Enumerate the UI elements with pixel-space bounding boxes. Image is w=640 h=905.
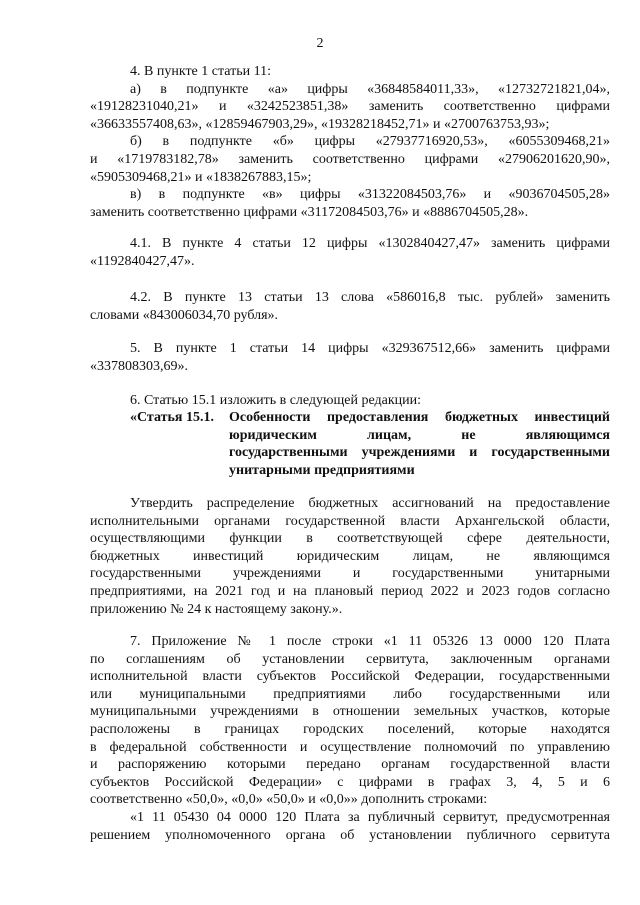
item-7-line: в федеральной собственности и осуществление полномочий по управлению: [90, 739, 610, 755]
article-body-line: предприятиями, на 2021 год и на плановый период 2022 и 2023 годов согласно: [90, 583, 610, 599]
item-4-line: а) в подпункте «а» цифры «36848584011,33», «12732721821,04»,: [130, 81, 610, 97]
item-7-line: муниципальными учреждениями в отношении земельных участков, которые: [90, 704, 610, 720]
item-4-line: б) в подпункте «б» цифры «27937716920,53», «6055309468,21»: [130, 134, 610, 150]
item-7-line: или муниципальными предприятиями либо государственными или: [90, 686, 610, 702]
item-7-line: субъектов Российской Федерации» с цифрами в графах 3, 4, 5 и 6: [90, 774, 610, 790]
item-7-line: по соглашениям об установлении сервитута, заключенным органами: [90, 651, 610, 667]
article-body-line: осуществляющими функции в соответствующей сфере деятельности,: [90, 531, 610, 547]
page-number: 2: [316, 36, 324, 51]
item-7-line: «1 11 05430 04 0000 120 Плата за публичный сервитут, предусмотренная: [130, 809, 610, 825]
article-title-line: государственными учреждениями и государственными: [229, 445, 610, 461]
item-4-2-line: 4.2. В пункте 13 статьи 13 слова «586016,8 тыс. рублей» заменить: [130, 290, 610, 305]
item-7-line: исполнительной власти субъектов Российской Федерации, государственными: [90, 669, 610, 685]
item-5-line: 5. В пункте 1 статьи 14 цифры «329367512,66» заменить цифрами: [130, 341, 610, 356]
item-7-line: и распоряжению которыми передано органам государственной власти: [90, 757, 610, 773]
article-title-line: унитарными предприятиями: [229, 462, 415, 478]
article-body-line: исполнительными органами государственной власти Архангельской области,: [90, 513, 610, 529]
item-7-line: 7. Приложение № 1 после строки «1 11 05326 13 0000 120 Плата: [130, 634, 610, 649]
item-4-2: [90, 289, 610, 324]
article-body-line: Утвердить распределение бюджетных ассигнований на предоставление: [130, 496, 610, 511]
item-7-line: решением уполномоченного органа об установлении публичного сервитута: [90, 827, 610, 843]
article-body-line: приложению № 24 к настоящему закону.».: [90, 601, 343, 617]
article-label: «Статья 15.1.: [130, 410, 214, 425]
item-6-intro: [90, 392, 610, 410]
article-title-line: юридическим лицам, не являющимся: [229, 427, 610, 443]
article-heading: [130, 409, 610, 481]
article-body-line: бюджетных инвестиций юридическим лицам, не являющимся: [90, 548, 610, 564]
item-4-line: «36633557408,63», «12859467903,29», «19328218452,71» и «2700763753,93»;: [90, 116, 550, 132]
item-5-line: «337808303,69».: [90, 358, 188, 374]
item-7: [90, 633, 610, 844]
item-4-1: [90, 235, 610, 270]
item-4-line: заменить соответственно цифрами «31172084503,76» и «8886704505,28».: [90, 204, 529, 220]
item-4-line: в) в подпункте «в» цифры «31322084503,76» и «9036704505,28»: [130, 187, 610, 203]
item-4-line: и «1719783182,78» заменить соответственно цифрами «27906201620,90»,: [90, 151, 610, 167]
item-4-2-line: словами «843006034,70 рубля».: [90, 307, 279, 323]
item-4: [90, 63, 610, 221]
item-7-line: соответственно «50,0», «0,0» «50,0» и «0,0»» дополнить строками:: [90, 792, 488, 808]
item-4-intro: 4. В пункте 1 статьи 11:: [130, 64, 271, 79]
item-5: [90, 340, 610, 375]
article-body: [90, 495, 610, 618]
article-title: [229, 409, 610, 479]
article-title-line: Особенности предоставления бюджетных инвестиций: [229, 410, 610, 425]
item-4-1-line: «1192840427,47».: [90, 253, 195, 269]
item-6-intro-line: 6. Статью 15.1 изложить в следующей редакции:: [130, 393, 422, 408]
item-7-line: расположены в границах городских поселений, которые находятся: [90, 721, 610, 737]
item-4-1-line: 4.1. В пункте 4 статьи 12 цифры «1302840427,47» заменить цифрами: [130, 236, 610, 251]
article-body-line: государственными учреждениями и государственными унитарными: [90, 566, 610, 582]
item-4-line: «19128231040,21» и «3242523851,38» заменить соответственно цифрами: [90, 99, 610, 115]
item-4-line: «5905309468,21» и «1838267883,15»;: [90, 169, 312, 185]
